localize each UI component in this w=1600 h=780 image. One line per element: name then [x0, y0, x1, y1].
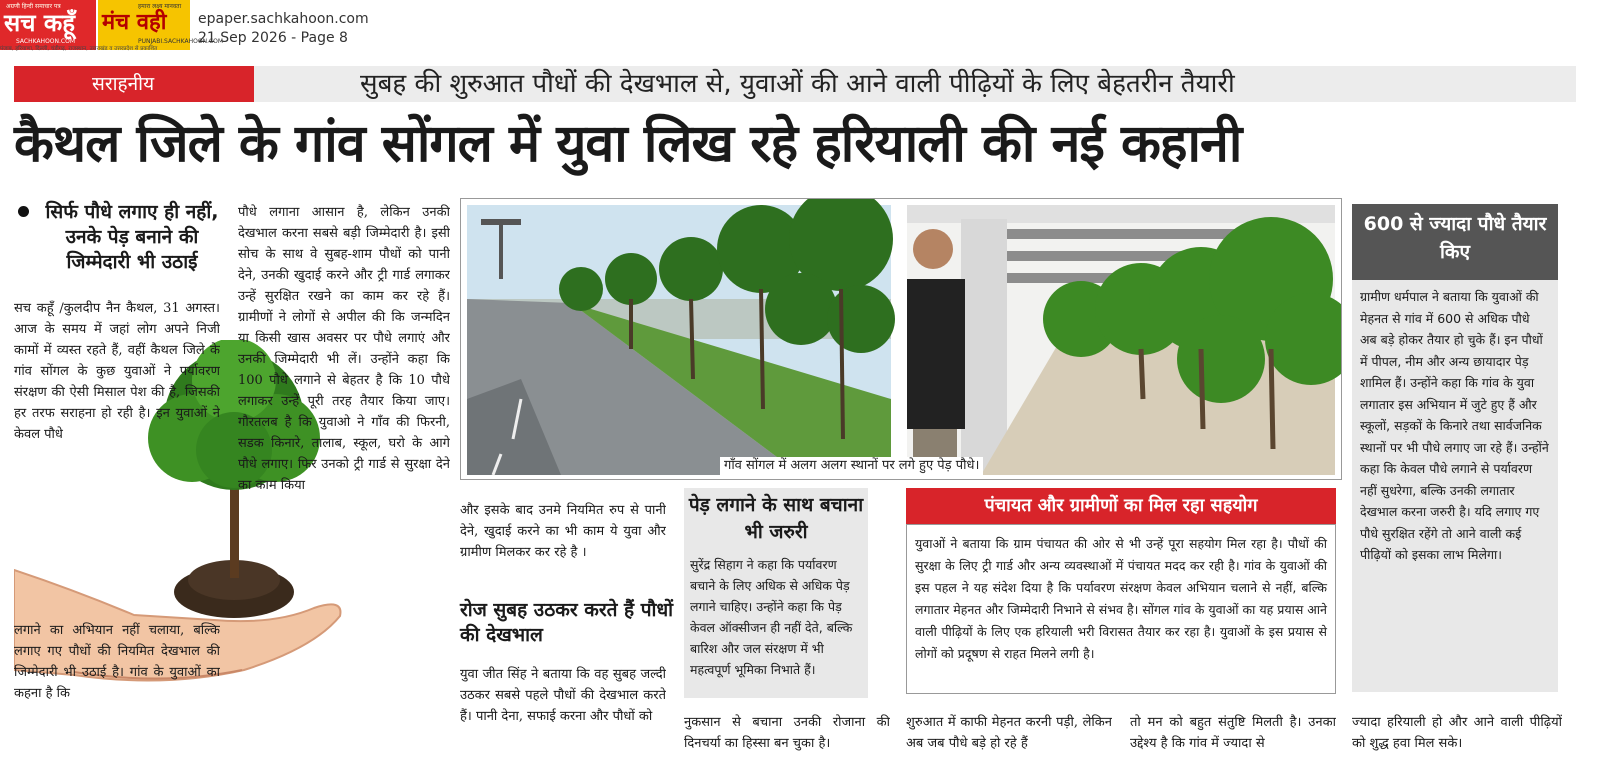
logo1-name: सच कहूँ	[4, 9, 75, 37]
page-meta	[198, 10, 369, 48]
photo-caption: गाँव सोंगल में अलग अलग स्थानों पर लगे हुए पेड़ पौधे।	[720, 457, 983, 475]
box1-text: सुरेंद्र सिहाग ने कहा कि पर्यावरण बचाने के लिए अधिक से अधिक पेड़ लगाने चाहिए। उन्होंने कहा कि पेड़ केवल ऑक्सीजन ही नहीं देते, बल्कि बारिश और जल संरक्षण में भी महत्वपूर्ण भूमिका निभाते हैं।	[690, 557, 853, 677]
box2-title: पंचायत और ग्रामीणों का मिल रहा सहयोग	[906, 488, 1336, 524]
article-col6-text: तो मन को बहुत संतुष्टि मिलती है। उनका उद्देश्य है कि गांव में ज्यादा से	[1130, 715, 1336, 751]
box2-text: युवाओं ने बताया कि ग्राम पंचायत की ओर से भी उन्हें पूरा सहयोग मिल रहा है। पौधों की सुरक्षा के लिए ट्री गार्ड और अन्य व्यवस्थाओं में पंचायत मदद कर रही है। गांव के युवाओं की इस पहल ने यह संदेश दिया है कि पर्यावरण संरक्षण केवल अभियान चलाने से नहीं, बल्कि लगातार मेहनत और जिम्मेदारी निभाने से संभव है। सोंगल गांव के युवाओं का यह प्रयास आने वाली पीढ़ियों के लिए एक हरियाली भरी विरासत तैयार कर रहा है। युवाओं के इस प्रयास से लोगों को प्रदूषण से राहत मिलने लगी है।	[915, 536, 1327, 661]
logo2-tagline: हमारा लक्ष्य मानवता	[138, 3, 182, 10]
logo2-name: मंच वही	[102, 10, 167, 35]
logo2-url: PUNJABI.SACHKAHOON.COM	[138, 38, 224, 45]
article-col1-text-cont: लगाने का अभियान नहीं चलाया, बल्कि लगाए गए पौधों की नियमित देखभाल की जिम्मेदारी भी उठाई है। गांव के युवाओं का कहना है कि	[14, 623, 220, 701]
sachkahoon-logo[interactable]	[0, 0, 96, 50]
edition-regions: पंजाब, हरियाणा, दिल्ली, चंडीगढ़, राजस्थान, उत्तराखंड व उत्तरप्रदेश से प्रकाशित	[0, 46, 158, 52]
bullet-highlight	[14, 200, 220, 275]
box1-title: पेड़ लगाने के साथ बचाना भी जरुरी	[688, 494, 864, 543]
article-col2-text: पौधे लगाना आसान है, लेकिन उनकी देखभाल करना सबसे बड़ी जिम्मेदारी है। इसी सोच के साथ वे सुबह-शाम पौधों को पानी देने, उनकी खुदाई करने और ट्री गार्ड लगाकर उन्हें सुरक्षित रखने का काम कर रहे हैं। ग्रामीणों ने लोगों से अपील की कि जन्मदिन या किसी खास अवसर पर पौधे लगाएं और उनकी जिम्मेदारी भी लें। उन्होंने कहा कि 100 पौधे लगाने से बेहतर है कि 10 पौधे लगाकर उन्हें पूरी तरह तैयार किया जाए। गौरतलब है कि युवाओ ने गाँव की फिरनी, सडक किनारे, तालाब, स्कूल, घरो के आगे पौधे लगाए। फिर उनको ट्री गार्ड से सुरक्षा देने का काम किया	[238, 205, 450, 493]
article-col1-text: सच कहूँ /कुलदीप नैन कैथल, 31 अगस्त। आज के समय में जहां लोग अपने निजी कामों में व्यस्त रहते हैं, वहीं कैथल जिले के गांव सोंगल के कुछ युवाओं ने पर्यावरण संरक्षण की ऐसी मिसाल पेश की है, जिसकी हर तरफ सराहना हो रही है। इन युवाओं ने केवल पौधे	[14, 301, 220, 442]
date-page: 21 Sep 2026 - Page 8	[198, 30, 348, 46]
subheading-morning-care: रोज सुबह उठकर करते हैं पौधों की देखभाल	[460, 599, 674, 646]
sidebar-box-600-plants	[1352, 280, 1558, 692]
kicker: सुबह की शुरुआत पौधों की देखभाल से, युवाओं की आने वाली पीढ़ियों के लिए बेहतरीन तैयारी	[360, 69, 1235, 99]
section-tag: सराहनीय	[14, 66, 254, 102]
logo1-tagline: अग्रणी हिन्दी समाचार पत्र	[6, 3, 61, 10]
box3-text: ग्रामीण धर्मपाल ने बताया कि युवाओं की मेहनत से गांव में 600 से अधिक पौधे अब बड़े होकर तैयार हो चुके हैं। इन पौधों में पीपल, नीम और अन्य छायादार पेड़ शामिल हैं। उन्होंने कहा कि गांव के युवा लगातार इस अभियान में जुटे हुए हैं और स्कूलों, सड़कों के किनारे तथा सार्वजनिक स्थानों पर भी पौधे लगाए जा रहे हैं। उन्होंने कहा कि केवल पौधे लगाने से पर्यावरण नहीं सुधरेगा, बल्कि उनकी लगातार देखभाल करना जरुरी है। यदि लगाए गए पौधे सुरक्षित रहेंगे तो आने वाली कई पीढ़ियों को इसका लाभ मिलेगा।	[1360, 289, 1549, 562]
village-plants-photos	[460, 198, 1342, 480]
manch-logo[interactable]	[98, 0, 224, 50]
site-url[interactable]: epaper.sachkahoon.com	[198, 11, 369, 27]
article-col5-text: शुरुआत में काफी मेहनत करनी पड़ी, लेकिन अब जब पौधे बड़े हो रहे हैं	[906, 715, 1112, 751]
logo1-url: SACHKAHOON.COM	[16, 38, 75, 45]
article-col3-text-cont: युवा जीत सिंह ने बताया कि वह सुबह जल्दी उठकर सबसे पहले पौधों की देखभाल करते हैं। पानी देना, सफाई करना और पौधों को	[460, 667, 666, 724]
bullet-text: सिर्फ पौधे लगाए ही नहीं, उनके पेड़ बनाने की जिम्मेदारी भी उठाई	[45, 201, 219, 273]
sidebar-box-protection	[684, 488, 868, 698]
sidebar-box-panchayat	[906, 524, 1336, 694]
article-col3-text: और इसके बाद उनमे नियमित रुप से पानी देने, खुदाई करने का भी काम ये युवा और ग्रामीण मिलकर कर रहे है ।	[460, 503, 666, 560]
box3-title: 600 से ज्यादा पौधे तैयार किए	[1352, 204, 1558, 280]
article-col4-text: नुकसान से बचाना उनकी रोजाना की दिनचर्या का हिस्सा बन चुका है।	[684, 715, 890, 751]
article-col7-text: ज्यादा हरियाली हो और आने वाली पीढ़ियों को शुद्ध हवा मिल सके।	[1352, 715, 1562, 751]
bullet-icon	[18, 206, 29, 217]
page-title: कैथल जिले के गांव सोंगल में युवा लिख रहे हरियाली की नई कहानी	[14, 114, 1242, 174]
